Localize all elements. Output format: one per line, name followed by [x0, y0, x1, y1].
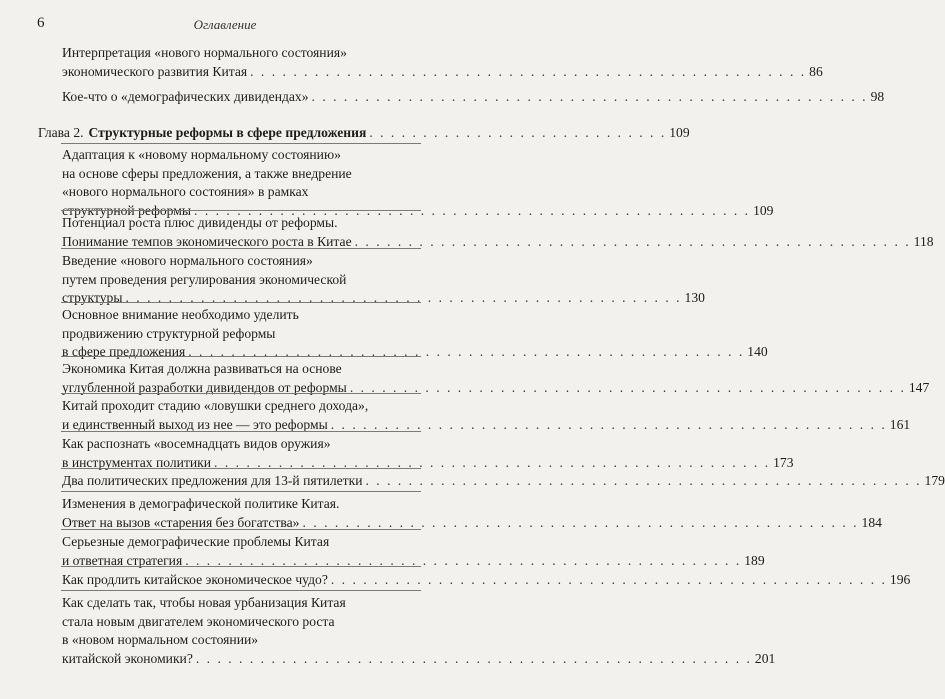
chapter-title: Структурные реформы в сфере предложения — [88, 125, 367, 140]
toc-entry — [62, 252, 705, 308]
toc-page-number: 189 — [744, 552, 765, 568]
toc-entry-last-line — [62, 571, 911, 590]
toc-entry-line: и единственный выход из нее — это реформы — [62, 416, 328, 432]
toc-entry-line: китайской экономики? — [62, 650, 193, 666]
toc-page-number: 161 — [889, 416, 911, 432]
toc-entry-line: Введение «нового нормального состояния» — [62, 253, 313, 268]
toc-entry-line: стала новым двигателем экономического роста — [62, 613, 335, 629]
dot-leader: . . . . . . . . . . . . . . . . . . . . . . . . . . . . . . . . . . . . . . . . . . . . . . . . . . . . — [195, 650, 752, 666]
toc-entry-line: Как продлить китайское экономическое чудо? — [62, 572, 328, 587]
chapter-label: Глава 2. — [38, 125, 84, 140]
toc-page-number: 179 — [924, 473, 945, 488]
toc-entry — [62, 495, 882, 532]
entry-separator — [61, 431, 421, 432]
toc-entry-last-line — [62, 88, 885, 107]
dot-leader: . . . . . . . . . . . . . . . . . . . . . . . . . . . . . . . . . . . . . . . . . . . . . . . . . . . . — [349, 379, 906, 395]
toc-entry-last-line — [62, 454, 794, 473]
dot-leader: . . . . . . . . . . . . . . . . . . . . . . . . . . . . . . . . . . . . . . . . . . . . . . . . . . . . — [125, 290, 682, 306]
toc-page-number: 109 — [753, 202, 774, 218]
toc-entry-last-line — [62, 552, 765, 571]
dot-leader: . . . . . . . . . . . . . . . . . . . . . . . . . . . . . . . . . . . . . . . . . . . . . . . . . . . . — [311, 89, 868, 104]
chapter-page-number: 109 — [669, 125, 690, 140]
toc-entry — [62, 571, 911, 590]
entry-separator — [61, 566, 421, 567]
toc-page-number: 184 — [861, 514, 882, 530]
running-head: Оглавление — [193, 17, 257, 32]
toc-page-number: 147 — [908, 379, 930, 395]
dot-leader: . . . . . . . . . . . . . . . . . . . . . . . . . . . . — [369, 125, 667, 140]
toc-entry-line: углубленной разработки дивидендов от реформы — [62, 379, 347, 395]
toc-entry-line: «нового нормального состояния» в рамках — [62, 184, 309, 200]
dot-leader: . . . . . . . . . . . . . . . . . . . . . . . . . . . . . . . . . . . . . . . . . . . . . . . . . . . . — [365, 473, 922, 488]
page-number: 6 — [37, 15, 45, 31]
dot-leader: . . . . . . . . . . . . . . . . . . . . . . . . . . . . . . . . . . . . . . . . . . . . . . . . . . . . — [354, 233, 911, 249]
toc-page-number: 130 — [684, 290, 705, 306]
dot-leader: . . . . . . . . . . . . . . . . . . . . . . . . . . . . . . . . . . . . . . . . . . . . . . . . . . . . — [188, 344, 745, 360]
toc-entry-line: Китай проходит стадию «ловушки среднего дохода», — [62, 398, 369, 413]
toc-entry — [62, 472, 945, 491]
toc-entry-line: Кое-что о «демографических дивидендах» — [62, 89, 309, 104]
toc-entry-line: Изменения в демографической политике Китая. — [62, 496, 340, 511]
entry-separator — [61, 468, 421, 469]
toc-page-number: 86 — [809, 63, 823, 79]
toc-entry — [62, 306, 768, 362]
toc-page-number: 196 — [889, 572, 911, 587]
toc-entry — [62, 594, 776, 668]
toc-entry-line: Как сделать так, чтобы новая урбанизация Китая — [62, 595, 346, 610]
dot-leader: . . . . . . . . . . . . . . . . . . . . . . . . . . . . . . . . . . . . . . . . . . . . . . . . . . . . — [330, 572, 887, 587]
entry-separator — [61, 143, 421, 144]
toc-entry-line: на основе сферы предложения, а также внедрение — [62, 165, 352, 181]
entry-separator — [61, 491, 421, 492]
entry-separator — [61, 248, 421, 249]
toc-entry — [62, 397, 911, 434]
toc-entry-line: Как распознать «восемнадцать видов оружия» — [62, 436, 331, 451]
toc-entry-line: и ответная стратегия — [62, 552, 183, 568]
toc-entry-line: Основное внимание необходимо уделить — [62, 307, 299, 322]
toc-entry-line: в сфере предложения — [62, 344, 186, 360]
entry-separator — [61, 302, 421, 303]
entry-separator — [61, 356, 421, 357]
entry-separator — [61, 529, 421, 530]
toc-entry-line: Интерпретация «нового нормального состояния» — [62, 45, 347, 60]
entry-separator — [61, 590, 421, 591]
toc-page-number: 118 — [913, 233, 934, 249]
toc-entry-last-line — [62, 289, 705, 308]
toc-entry-line: в инструментах политики — [62, 454, 212, 470]
toc-page-number: 201 — [754, 650, 776, 666]
toc-entry — [62, 214, 934, 251]
toc-entry-last-line — [62, 472, 945, 491]
toc-page-number: 173 — [773, 454, 794, 470]
dot-leader: . . . . . . . . . . . . . . . . . . . . . . . . . . . . . . . . . . . . . . . . . . . . . . . . . . . . — [330, 416, 887, 432]
toc-entry-line: Адаптация к «новому нормальному состоянию» — [62, 147, 341, 162]
toc-page-number: 98 — [870, 89, 885, 104]
toc-entry-line: Экономика Китая должна развиваться на основе — [62, 361, 342, 376]
toc-entry — [62, 435, 794, 472]
toc-entry-line: структуры — [62, 290, 123, 306]
chapter-heading-line — [38, 124, 690, 143]
dot-leader: . . . . . . . . . . . . . . . . . . . . . . . . . . . . . . . . . . . . . . . . . . . . . . . . . . . . — [185, 552, 742, 568]
toc-entry — [62, 44, 823, 81]
toc-page-number: 140 — [747, 344, 768, 360]
toc-entry-line: Понимание темпов экономического роста в Китае — [62, 233, 352, 249]
toc-entry-line: путем проведения регулирования экономической — [62, 271, 347, 287]
toc-entry — [62, 360, 930, 397]
entry-separator — [61, 210, 421, 211]
dot-leader: . . . . . . . . . . . . . . . . . . . . . . . . . . . . . . . . . . . . . . . . . . . . . . . . . . . . — [194, 202, 751, 218]
toc-entry-line: Серьезные демографические проблемы Китая — [62, 534, 330, 549]
toc-entry-line: структурной реформы — [62, 202, 192, 218]
toc-entry-line: Два политических предложения для 13-й пятилетки — [62, 473, 363, 488]
entry-separator — [61, 393, 421, 394]
toc-entry-line: Ответ на вызов «старения без богатства» — [62, 514, 300, 530]
toc-entry-last-line — [62, 650, 776, 669]
toc-entry-line: в «новом нормальном состоянии» — [62, 632, 259, 648]
toc-entry — [62, 88, 885, 107]
chapter-heading — [38, 124, 690, 143]
toc-entry-last-line — [62, 379, 930, 398]
chapter-heading-text — [38, 124, 366, 143]
toc-entry — [62, 533, 765, 570]
dot-leader: . . . . . . . . . . . . . . . . . . . . . . . . . . . . . . . . . . . . . . . . . . . . . . . . . . . . — [302, 514, 859, 530]
toc-entry-line: экономического развития Китая — [62, 63, 248, 79]
toc-entry-last-line — [62, 343, 768, 362]
toc-entry-line: продвижению структурной реформы — [62, 325, 276, 341]
toc-entry-line: Потенциал роста плюс дивиденды от реформы. — [62, 215, 338, 230]
dot-leader: . . . . . . . . . . . . . . . . . . . . . . . . . . . . . . . . . . . . . . . . . . . . . . . . . . . . — [250, 63, 807, 79]
toc-entry-last-line — [62, 63, 823, 82]
dot-leader: . . . . . . . . . . . . . . . . . . . . . . . . . . . . . . . . . . . . . . . . . . . . . . . . . . . . — [214, 454, 771, 470]
